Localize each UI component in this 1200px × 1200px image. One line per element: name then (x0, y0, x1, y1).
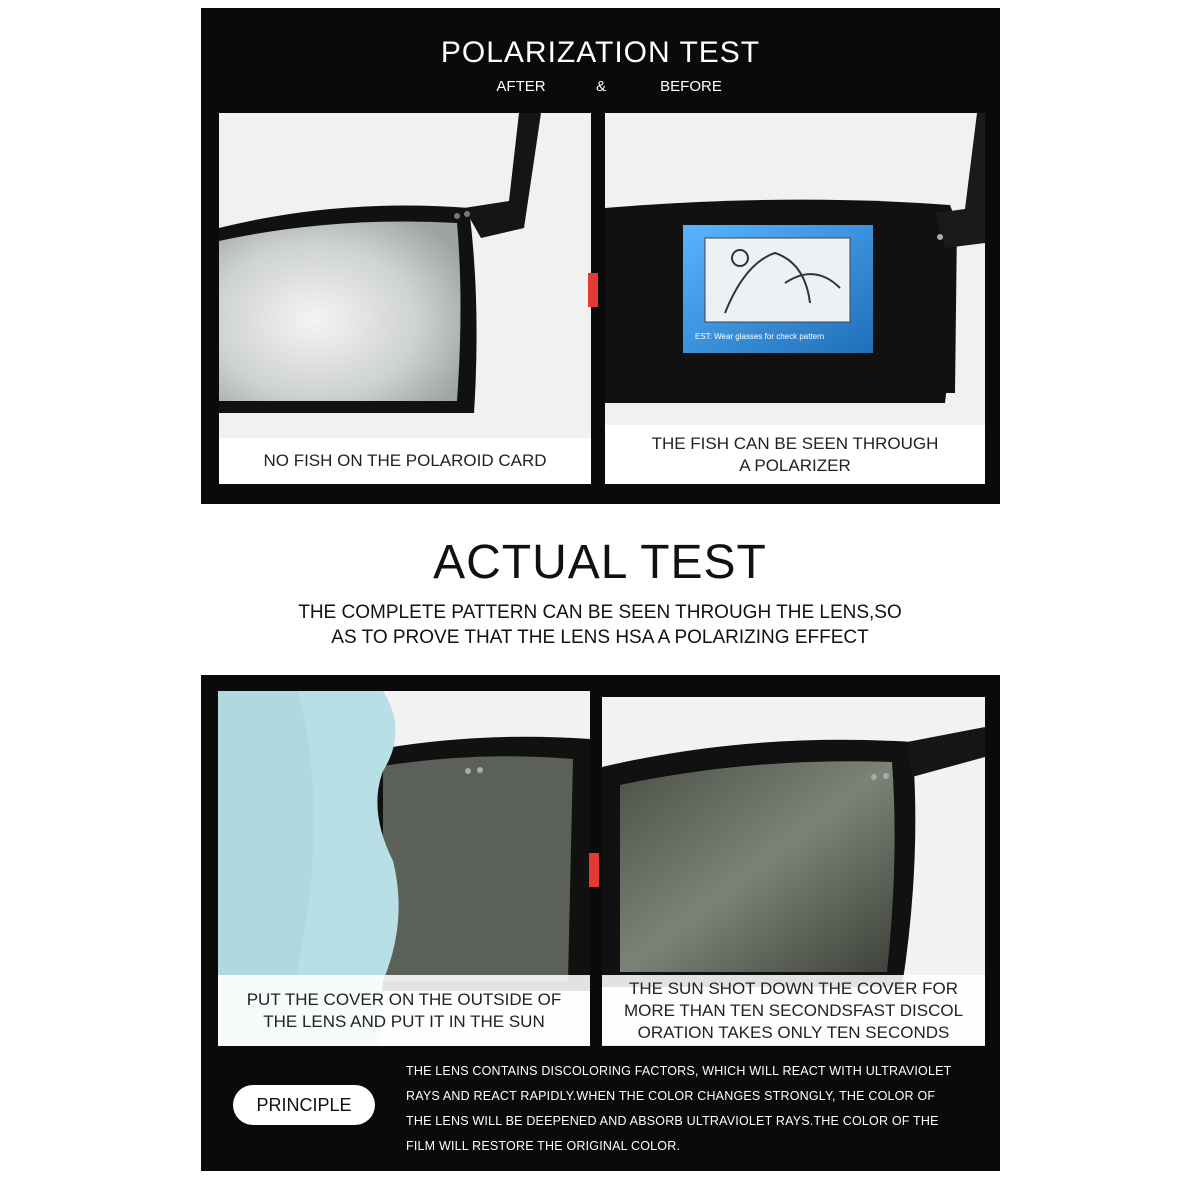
principle-line: RAYS AND REACT RAPIDLY.WHEN THE COLOR CHANGES STRONGLY, THE COLOR OF (406, 1089, 936, 1103)
after-label: AFTER (496, 78, 546, 95)
principle-line: THE LENS CONTAINS DISCOLORING FACTORS, WHICH WILL REACT WITH ULTRAVIOLET (406, 1064, 952, 1078)
principle-line: FILM WILL RESTORE THE ORIGINAL COLOR. (406, 1139, 681, 1153)
right-caption-box (605, 425, 985, 484)
actual-test-title: ACTUAL TEST (433, 536, 767, 589)
sun-caption-line-1: THE SUN SHOT DOWN THE COVER FOR (628, 978, 958, 998)
cover-caption-line-2: THE LENS AND PUT IT IN THE SUN (263, 1011, 545, 1031)
actual-test-subtitle-line-2: AS TO PROVE THAT THE LENS HSA A POLARIZING EFFECT (331, 627, 869, 648)
polarization-test-panel (201, 8, 1000, 504)
before-label: BEFORE (660, 78, 722, 95)
ampersand-label: & (595, 78, 606, 95)
left-caption-box (219, 438, 591, 484)
sun-caption-line-2: MORE THAN TEN SECONDSFAST DISCOL (623, 1000, 964, 1020)
principle-badge: PRINCIPLE (233, 1085, 375, 1125)
principle-line: THE LENS WILL BE DEEPENED AND ABSORB ULTRAVIOLET RAYS.THE COLOR OF THE (406, 1114, 939, 1128)
fish-seen-caption-line-2: A POLARIZER (739, 455, 851, 475)
sun-caption-line-3: ORATION TAKES ONLY TEN SECONDS (637, 1022, 950, 1042)
left-bottom-caption-box (218, 975, 590, 1046)
principle-description (406, 1059, 971, 1159)
right-bottom-caption-box (602, 975, 985, 1046)
no-fish-caption: NO FISH ON THE POLAROID CARD (263, 451, 547, 470)
actual-test-panel (201, 675, 1000, 1171)
red-divider-marker (589, 853, 599, 887)
sunglasses-with-card-image (605, 113, 985, 425)
glasses-photo-with-polarizer (605, 113, 985, 425)
red-divider-marker (588, 273, 598, 307)
polarization-test-title: POLARIZATION TEST (440, 36, 761, 69)
glasses-photo-no-polarizer (219, 113, 591, 438)
cover-caption-line-1: PUT THE COVER ON THE OUTSIDE OF (246, 989, 562, 1009)
actual-test-subtitle-line-1: THE COMPLETE PATTERN CAN BE SEEN THROUGH THE LENS,SO (298, 602, 902, 623)
fish-seen-caption-line-1: THE FISH CAN BE SEEN THROUGH (651, 433, 939, 453)
sunglasses-image (219, 113, 591, 438)
card-text: EST: Wear glasses for check pattern (695, 332, 825, 341)
